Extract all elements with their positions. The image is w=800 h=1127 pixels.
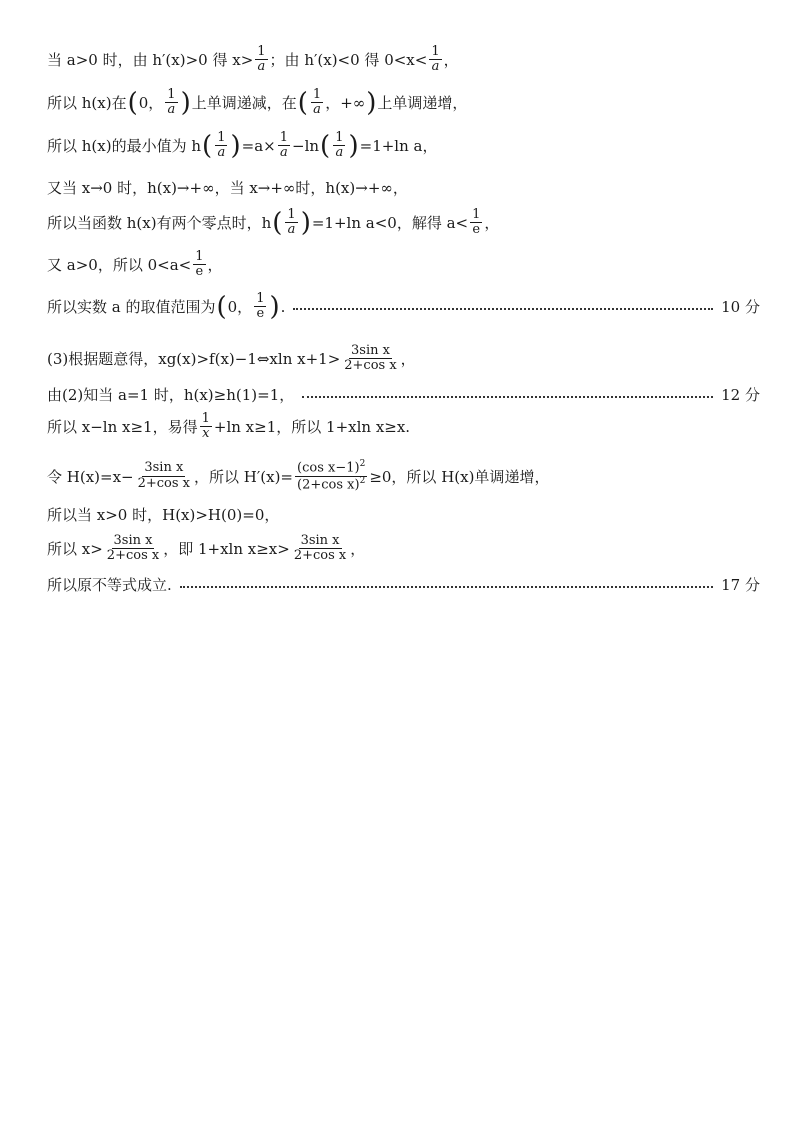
line-2 — [47, 88, 760, 118]
line-8 — [47, 344, 760, 374]
right-paren: ) — [366, 87, 377, 118]
line-7-text-3: . — [280, 297, 286, 316]
fraction-3sinx-over-2pluscosx: $\frac{\text{3sin x}}{\text{2+cos x}}$ — [137, 460, 191, 491]
fraction-1-over-a: $\frac{1}{a}$ — [257, 44, 266, 75]
line-7-text-1: 所以实数 a 的取值范围为 — [47, 298, 216, 317]
left-paren: ( — [272, 207, 283, 238]
line-4 — [47, 177, 760, 198]
line-1-text-1: 当 a>0 时，由 h′(x)>0 得 x> — [47, 51, 254, 70]
line-13 — [47, 534, 760, 564]
line-2-text-4: ，+∞ — [325, 94, 366, 113]
left-paren: ( — [127, 87, 138, 118]
line-2-text-2: 0， — [138, 94, 164, 113]
line-6-text-2: ， — [207, 256, 223, 275]
dotted-leader — [293, 308, 713, 310]
fraction-1-over-e: $\frac{1}{e}$ — [256, 291, 265, 322]
line-13-text-3: ， — [350, 540, 366, 559]
line-9 — [47, 384, 760, 405]
line-3-text-3: −ln — [292, 136, 320, 155]
left-paren: ( — [320, 130, 331, 161]
derivative-fraction: $\frac{(\cos x-1)^2}{(2+\cos x)^2}$ — [297, 459, 366, 492]
fraction-1-over-e: $\frac{1}{e}$ — [195, 249, 204, 280]
line-12 — [47, 504, 760, 525]
line-13-text-1: 所以 x> — [47, 540, 103, 559]
score-label: 17 分 — [721, 576, 760, 594]
line-4-text-1: 又当 x→0 时，h(x)→+∞，当 x→+∞时，h(x)→+∞， — [47, 179, 408, 197]
line-13-text-2: ，即 1+xln x≥x> — [163, 540, 290, 559]
right-paren: ) — [348, 130, 359, 161]
line-5 — [47, 208, 760, 238]
line-5-text-2: =1+ln a<0，解得 a< — [311, 214, 469, 233]
line-1 — [47, 45, 760, 75]
line-5-text-1: 所以当函数 h(x)有两个零点时，h — [47, 214, 272, 233]
fraction-1-over-a: $\frac{1}{a}$ — [167, 87, 176, 118]
dotted-leader — [180, 586, 713, 588]
line-2-text-5: 上单调递增， — [377, 94, 468, 113]
fraction-1-over-a: $\frac{1}{a}$ — [287, 207, 296, 238]
left-paren: ( — [216, 291, 227, 322]
fraction-1-over-a: $\frac{1}{a}$ — [312, 87, 322, 118]
right-paren: ) — [180, 87, 191, 118]
line-8-text-2: ， — [400, 350, 416, 369]
line-11-text-2: ，所以 H′(x)= — [194, 467, 294, 486]
line-3 — [47, 131, 760, 161]
line-3-text-4: =1+ln a， — [359, 137, 438, 156]
dotted-leader — [302, 396, 713, 398]
fraction-3sinx-over-2pluscosx: $\frac{\text{3sin x}}{\text{2+cos x}}$ — [106, 533, 160, 564]
line-6 — [47, 250, 760, 280]
line-14-text-1: 所以原不等式成立. — [47, 576, 172, 594]
left-paren: ( — [297, 87, 308, 118]
line-12-text-1: 所以当 x>0 时，H(x)>H(0)=0， — [47, 506, 280, 524]
line-1-text-3: ， — [443, 51, 459, 70]
fraction-1-over-a: $\frac{1}{a}$ — [279, 130, 288, 161]
line-10 — [47, 412, 760, 442]
line-7-text-2: 0， — [227, 298, 253, 317]
line-14 — [47, 574, 760, 595]
line-6-text-1: 又 a>0，所以 0<a< — [47, 256, 192, 275]
fraction-1-over-a: $\frac{1}{a}$ — [431, 44, 440, 75]
line-2-text-1: 所以 h(x)在 — [47, 94, 127, 113]
line-3-text-1: 所以 h(x)的最小值为 h — [47, 137, 202, 156]
line-11-text-1: 令 H(x)=x− — [47, 467, 134, 486]
line-7 — [47, 292, 760, 322]
line-2-text-3: 上单调递减，在 — [191, 94, 297, 113]
line-8-text-1: (3)根据题意得，xg(x)>f(x)−1⇔xln x+1> — [47, 350, 341, 369]
fraction-1-over-a: $\frac{1}{a}$ — [217, 130, 226, 161]
right-paren: ) — [300, 207, 311, 238]
line-11 — [47, 460, 760, 492]
fraction-1-over-e: $\frac{1}{e}$ — [472, 207, 481, 238]
fraction-1-over-a: $\frac{1}{a}$ — [335, 130, 344, 161]
left-paren: ( — [202, 130, 213, 161]
line-10-text-2: +ln x≥1，所以 1+xln x≥x. — [213, 418, 411, 437]
line-11-text-3: ≥0，所以 H(x)单调递增， — [369, 467, 550, 486]
line-9-text-1: 由(2)知当 a=1 时，h(x)≥h(1)=1， — [47, 386, 295, 404]
fraction-3sinx-over-2pluscosx: $\frac{\text{3sin x}}{\text{2+cos x}}$ — [344, 343, 397, 374]
score-label: 12 分 — [721, 386, 760, 404]
fraction-3sinx-over-2pluscosx: $\frac{\text{3sin x}}{\text{2+cos x}}$ — [293, 533, 347, 564]
line-3-text-2: =a× — [241, 136, 276, 155]
fraction-1-over-x: $\frac{1}{x}$ — [201, 411, 210, 442]
line-10-text-1: 所以 x−ln x≥1，易得 — [47, 418, 198, 437]
line-5-text-3: ， — [484, 214, 500, 233]
line-1-text-2: ；由 h′(x)<0 得 0<x< — [269, 51, 428, 70]
score-label: 10 分 — [721, 298, 760, 317]
right-paren: ) — [269, 291, 280, 322]
right-paren: ) — [230, 130, 241, 161]
